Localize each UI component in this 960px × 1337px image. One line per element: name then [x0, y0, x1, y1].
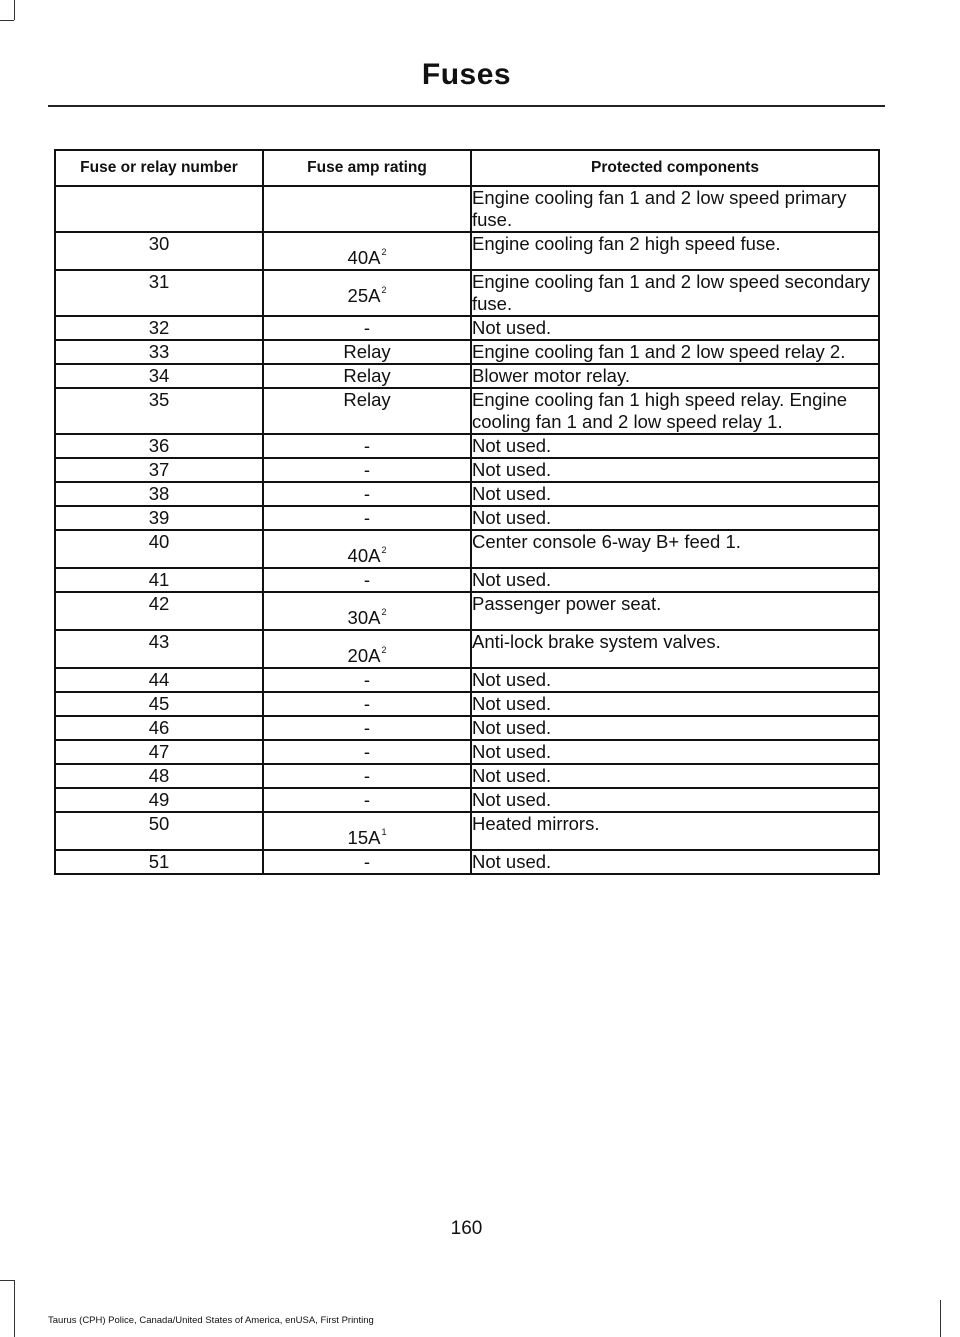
- page-number: 160: [450, 1218, 483, 1239]
- fuse-number-cell: 42: [55, 592, 263, 630]
- fuse-number-cell: 51: [55, 850, 263, 874]
- amp-rating-value: -: [363, 693, 371, 714]
- amp-rating-value: Relay: [343, 365, 391, 386]
- amp-rating-cell: [263, 630, 471, 668]
- crop-mark: [0, 1280, 14, 1281]
- amp-rating-cell: [263, 716, 471, 740]
- column-header-amp-rating: Fuse amp rating: [263, 150, 471, 186]
- amp-rating-cell: [263, 850, 471, 874]
- table-row: [55, 340, 879, 364]
- amp-rating-cell: [263, 270, 471, 316]
- fuse-number-cell: 40: [55, 530, 263, 568]
- amp-rating-value: Relay: [343, 389, 391, 410]
- protected-component-cell: Not used.: [471, 740, 879, 764]
- table-row: [55, 788, 879, 812]
- table-row: [55, 434, 879, 458]
- fuse-number-cell: 30: [55, 232, 263, 270]
- table-row: [55, 506, 879, 530]
- protected-component-cell: Not used.: [471, 458, 879, 482]
- amp-rating-cell: [263, 506, 471, 530]
- fuse-number-cell: 34: [55, 364, 263, 388]
- table-row: [55, 630, 879, 668]
- protected-component-cell: Not used.: [471, 716, 879, 740]
- protected-component-cell: Center console 6-way B+ feed 1.: [471, 530, 879, 568]
- fuse-table-body: [55, 186, 879, 874]
- amp-rating-cell: [263, 764, 471, 788]
- protected-component-cell: Engine cooling fan 2 high speed fuse.: [471, 232, 879, 270]
- crop-mark: [940, 1300, 941, 1337]
- table-row: [55, 740, 879, 764]
- amp-rating-cell: [263, 812, 471, 850]
- fuse-table: [54, 149, 880, 875]
- amp-rating-value: -: [363, 669, 371, 690]
- amp-rating-value: -: [363, 483, 371, 504]
- amp-rating-value: -: [363, 507, 371, 528]
- amp-rating-cell: [263, 186, 471, 232]
- protected-component-cell: Blower motor relay.: [471, 364, 879, 388]
- amp-rating-value: 40A: [347, 247, 381, 268]
- amp-rating-value: 20A: [347, 645, 381, 666]
- table-row: [55, 530, 879, 568]
- amp-rating-cell: [263, 434, 471, 458]
- protected-component-cell: Not used.: [471, 434, 879, 458]
- table-row: [55, 668, 879, 692]
- fuse-number-cell: 45: [55, 692, 263, 716]
- amp-rating-value: -: [363, 435, 371, 456]
- table-row: [55, 388, 879, 434]
- protected-component-cell: Not used.: [471, 788, 879, 812]
- crop-mark: [14, 0, 15, 20]
- amp-rating-value: -: [363, 717, 371, 738]
- footnote-marker: 1: [381, 827, 387, 837]
- fuse-number-cell: 38: [55, 482, 263, 506]
- table-row: [55, 364, 879, 388]
- amp-rating-cell: [263, 364, 471, 388]
- amp-rating-value: 15A: [347, 827, 381, 848]
- column-header-fuse-number: Fuse or relay number: [55, 150, 263, 186]
- footnote-marker: 2: [381, 247, 387, 257]
- footnote-marker: 2: [381, 285, 387, 295]
- amp-rating-value: -: [363, 765, 371, 786]
- amp-rating-cell: [263, 568, 471, 592]
- table-row: [55, 812, 879, 850]
- protected-component-cell: Engine cooling fan 1 and 2 low speed relay 2.: [471, 340, 879, 364]
- protected-component-cell: Passenger power seat.: [471, 592, 879, 630]
- amp-rating-cell: [263, 740, 471, 764]
- amp-rating-cell: [263, 316, 471, 340]
- table-row: [55, 270, 879, 316]
- amp-rating-cell: [263, 340, 471, 364]
- amp-rating-value: Relay: [343, 341, 391, 362]
- fuse-number-cell: 36: [55, 434, 263, 458]
- amp-rating-cell: [263, 232, 471, 270]
- footer-text: Taurus (CPH) Police, Canada/United States of America, enUSA, First Printing: [48, 1315, 374, 1326]
- fuse-number-cell: 33: [55, 340, 263, 364]
- protected-component-cell: Not used.: [471, 482, 879, 506]
- amp-rating-value: -: [363, 317, 371, 338]
- amp-rating-value: 30A: [347, 607, 381, 628]
- protected-component-cell: Not used.: [471, 568, 879, 592]
- protected-component-cell: Not used.: [471, 316, 879, 340]
- amp-rating-cell: [263, 692, 471, 716]
- protected-component-cell: Not used.: [471, 850, 879, 874]
- table-row: [55, 764, 879, 788]
- table-row: [55, 692, 879, 716]
- table-row: [55, 850, 879, 874]
- amp-rating-cell: [263, 668, 471, 692]
- fuse-number-cell: 48: [55, 764, 263, 788]
- crop-mark: [0, 20, 14, 21]
- amp-rating-value: -: [363, 569, 371, 590]
- footnote-marker: 2: [381, 607, 387, 617]
- protected-component-cell: Not used.: [471, 668, 879, 692]
- column-header-protected-components: Protected components: [471, 150, 879, 186]
- amp-rating-value: -: [363, 789, 371, 810]
- table-row: [55, 186, 879, 232]
- fuse-number-cell: 32: [55, 316, 263, 340]
- amp-rating-value: 25A: [347, 285, 381, 306]
- amp-rating-value: -: [363, 741, 371, 762]
- fuse-number-cell: 37: [55, 458, 263, 482]
- protected-component-cell: Heated mirrors.: [471, 812, 879, 850]
- protected-component-cell: Anti-lock brake system valves.: [471, 630, 879, 668]
- fuse-number-cell: 31: [55, 270, 263, 316]
- fuse-number-cell: 44: [55, 668, 263, 692]
- protected-component-cell: Not used.: [471, 506, 879, 530]
- footnote-marker: 2: [381, 545, 387, 555]
- protected-component-cell: Engine cooling fan 1 and 2 low speed secondary fuse.: [471, 270, 879, 316]
- amp-rating-cell: [263, 592, 471, 630]
- fuse-number-cell: 47: [55, 740, 263, 764]
- amp-rating-cell: [263, 788, 471, 812]
- amp-rating-value: -: [363, 851, 371, 872]
- crop-mark: [14, 1280, 15, 1337]
- amp-rating-cell: [263, 482, 471, 506]
- table-row: [55, 568, 879, 592]
- footnote-marker: 2: [381, 645, 387, 655]
- table-row: [55, 482, 879, 506]
- amp-rating-cell: [263, 388, 471, 434]
- protected-component-cell: Not used.: [471, 764, 879, 788]
- title-divider: [48, 105, 885, 107]
- protected-component-cell: Not used.: [471, 692, 879, 716]
- table-row: [55, 458, 879, 482]
- fuse-number-cell: [55, 186, 263, 232]
- fuse-number-cell: 41: [55, 568, 263, 592]
- fuse-number-cell: 50: [55, 812, 263, 850]
- amp-rating-cell: [263, 458, 471, 482]
- table-header-row: [55, 150, 879, 186]
- table-row: [55, 232, 879, 270]
- fuse-number-cell: 46: [55, 716, 263, 740]
- fuse-number-cell: 49: [55, 788, 263, 812]
- table-row: [55, 592, 879, 630]
- fuse-number-cell: 39: [55, 506, 263, 530]
- amp-rating-value: 40A: [347, 545, 381, 566]
- table-row: [55, 316, 879, 340]
- fuse-number-cell: 35: [55, 388, 263, 434]
- page-title: Fuses: [421, 58, 512, 91]
- fuse-number-cell: 43: [55, 630, 263, 668]
- amp-rating-value: -: [363, 459, 371, 480]
- amp-rating-cell: [263, 530, 471, 568]
- table-row: [55, 716, 879, 740]
- protected-component-cell: Engine cooling fan 1 and 2 low speed primary fuse.: [471, 186, 879, 232]
- protected-component-cell: Engine cooling fan 1 high speed relay. Engine cooling fan 1 and 2 low speed relay 1.: [471, 388, 879, 434]
